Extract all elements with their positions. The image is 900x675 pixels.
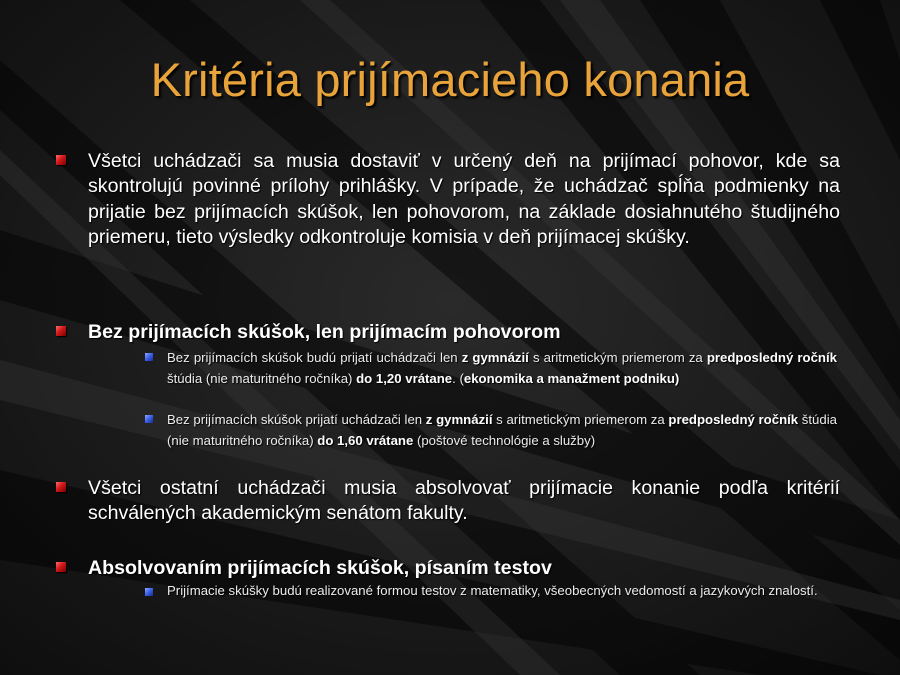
- sub1-bold-4: ekonomika a manažment podniku): [463, 370, 680, 386]
- bullet-with-exam: [88, 556, 840, 581]
- bullet-with-exam-text: Absolvovaním prijímacích skúšok, písaním testov: [88, 557, 552, 579]
- bullet-others-text: Všetci ostatní uchádzači musia absolvovať prijímacie konanie podľa kritérií schválených akademickým senátom fakulty.: [88, 477, 840, 525]
- sub2-text-2: s aritmetickým priemerom za: [492, 412, 669, 427]
- sub2-text-3: štúdia (nie maturitného ročníka): [167, 412, 837, 448]
- bullet-attendance: [88, 149, 840, 251]
- red-bullet-icon: [56, 482, 66, 492]
- sub-bullet-postal: [167, 410, 837, 451]
- sub1-bold-3: do 1,20 vrátane: [356, 370, 453, 386]
- red-bullet-icon: [56, 155, 66, 165]
- sub1-text-3: štúdia (nie maturitného ročníka): [167, 370, 357, 386]
- sub2-text-1: Bez prijímacích skúšok prijatí uchádzači len: [167, 412, 426, 427]
- bullet-attendance-text: Všetci uchádzači sa musia dostaviť v určený deň na prijímací pohovor, kde sa skontrolujú povinné prílohy prihlášky. V prípade, že uchádzač spĺňa podmienky na prijatie bez prijímacích skúšok, len pohovorom, na základe dosiahnutého študijného priemeru, tieto výsledky odkontroluje komisia v deň prijímacej skúšky.: [88, 150, 840, 249]
- blue-bullet-icon: [145, 353, 153, 361]
- sub-bullet-tests: [167, 583, 837, 599]
- bullet-no-exam-text: Bez prijímacích skúšok, len prijímacím pohovorom: [88, 321, 561, 343]
- slide-title: Kritéria prijímacieho konania: [150, 53, 750, 106]
- sub1-bold-2: predposledný ročník: [706, 350, 837, 365]
- sub1-bold-1: z gymnázií: [461, 350, 529, 365]
- bullet-no-exam: [88, 320, 840, 345]
- blue-bullet-icon: [145, 415, 153, 423]
- sub3-text: Prijímacie skúšky budú realizované formou testov z matematiky, všeobecných vedomostí a jazykových znalostí.: [167, 583, 818, 598]
- sub1-text-2: s aritmetickým priemerom za: [528, 350, 707, 365]
- blue-bullet-icon: [145, 588, 153, 596]
- bullet-others: [88, 476, 840, 527]
- red-bullet-icon: [56, 562, 66, 572]
- sub2-text-4: (poštové technológie a služby): [413, 432, 596, 448]
- red-bullet-icon: [56, 326, 66, 336]
- sub-bullet-economics: [167, 348, 837, 389]
- sub1-text-4: . (: [452, 370, 464, 386]
- sub2-bold-3: do 1,60 vrátane: [317, 432, 414, 448]
- sub2-bold-2: predposledný ročník: [668, 412, 799, 427]
- sub1-text-1: Bez prijímacích skúšok budú prijatí uchádzači len: [167, 350, 462, 365]
- sub2-bold-1: z gymnázií: [425, 412, 493, 427]
